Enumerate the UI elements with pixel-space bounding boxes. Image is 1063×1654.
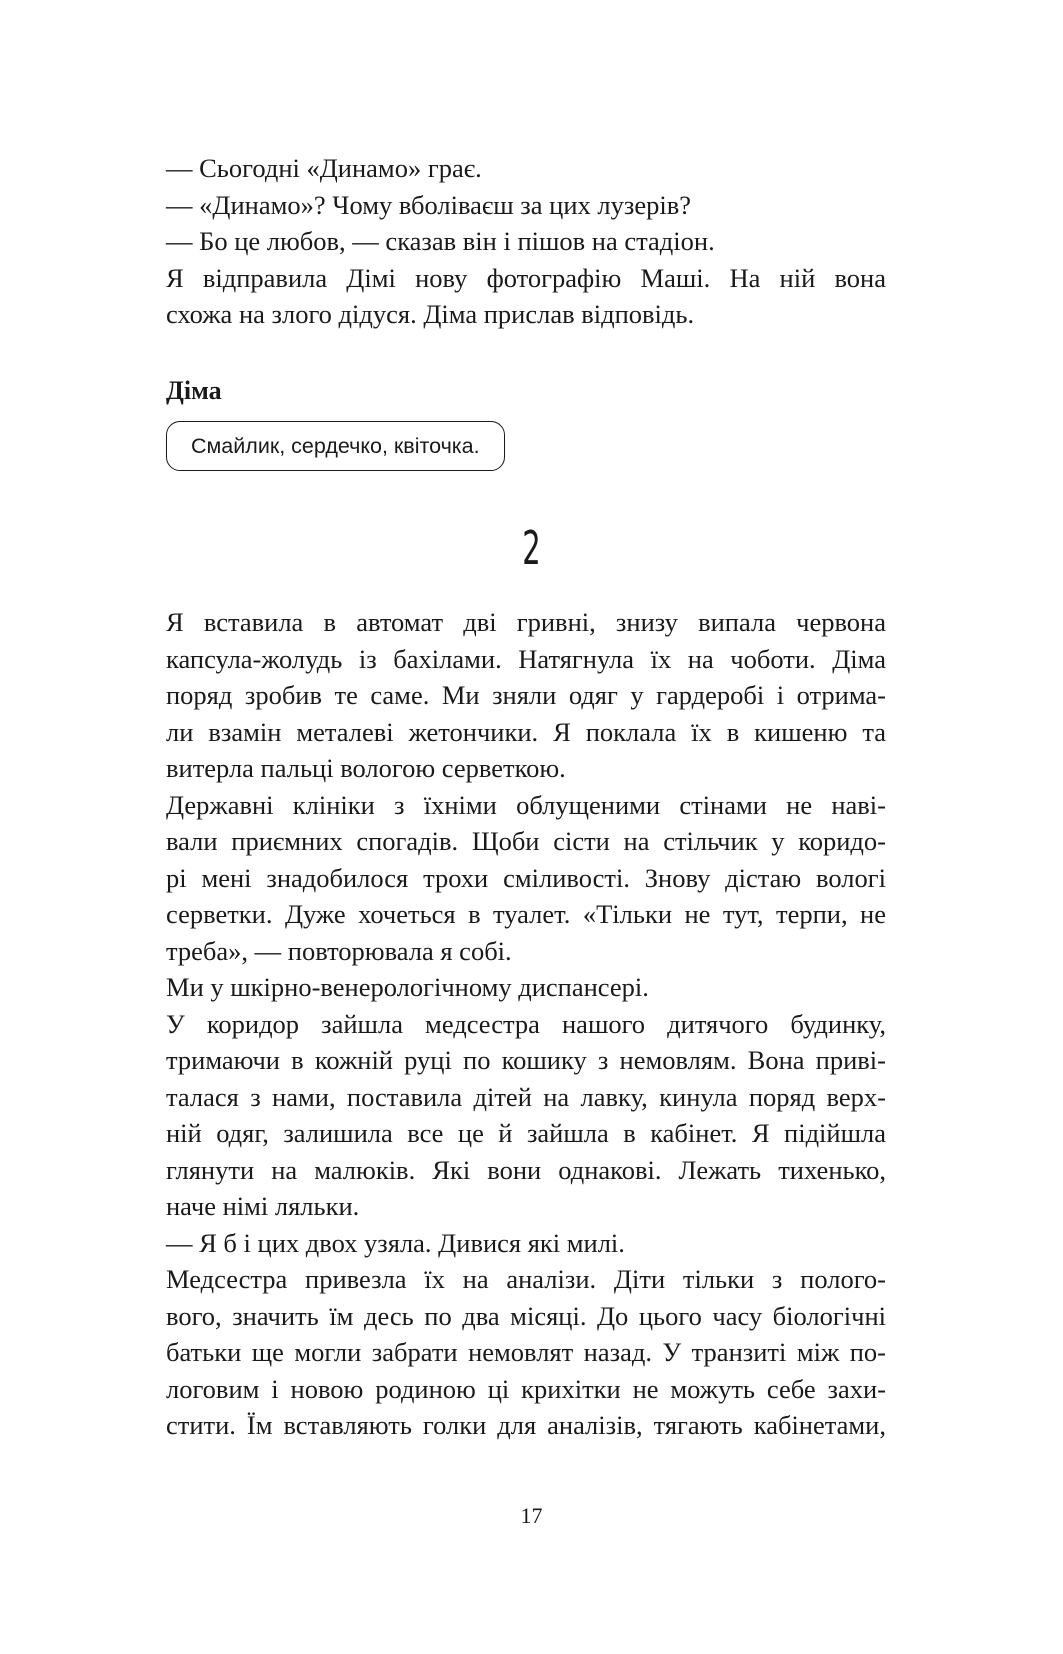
text-line: Ми у шкірно-венерологічному диспансері.	[166, 972, 649, 1002]
text-line: ній одяг, залишила все це й зайшла в кабінет. Я підійшла	[166, 1118, 886, 1148]
text-line: вали приємних спогадів. Щоби сісти на стільчик у коридо-	[166, 826, 886, 856]
text-line: вого, значить їм десь по два місяці. До цього часу біологічні	[166, 1300, 886, 1331]
chapter-body	[166, 604, 886, 1444]
chapter-number: 2	[522, 521, 541, 575]
dialog-line: — Бо це любов, — сказав він і пішов на стадіон.	[166, 226, 715, 256]
text-line: У коридор зайшла медсестра нашого дитячого будинку,	[166, 1008, 886, 1039]
text-line: поряд зробив те саме. Ми зняли одяг у гардеробі і отрима-	[166, 680, 886, 710]
dialog-line: — Сьогодні «Динамо» грає.	[166, 153, 482, 183]
text-line: Я вставила в автомат дві гривні, знизу випала червона	[166, 607, 886, 637]
text-line: Медсестра привезла їх на аналізи. Діти тільки з полого-	[166, 1264, 886, 1294]
text-line: талася з нами, поставила дітей на лавку, кинула поряд верх-	[166, 1081, 886, 1112]
text-line: — Я б і цих двох узяла. Дивися які милі.	[166, 1227, 625, 1258]
text-line: схожа на злого дідуся. Діма прислав відповідь.	[166, 299, 695, 329]
dialog-line: — «Динамо»? Чому вболіваєш за цих лузерів?	[166, 189, 691, 220]
text-line: батьки ще могли забрати немовлят назад. У транзиті між по-	[166, 1337, 886, 1367]
paragraph-block	[166, 260, 886, 333]
text-line: глянути на малюків. Які вони однакові. Лежать тихенько,	[166, 1154, 886, 1185]
chat-message-bubble: Смайлик, сердечко, квіточка.	[166, 421, 505, 471]
page-number: 17	[520, 1503, 543, 1528]
text-line: витерла пальці вологою серветкою.	[166, 753, 566, 783]
top-text-block	[166, 150, 886, 471]
text-line: Я відправила Дімі нову фотографію Маші. На ній вона	[166, 262, 886, 293]
text-line: стити. Їм вставляють голки для аналізів, тягають кабінетами,	[166, 1410, 886, 1440]
text-line: логовим і новою родиною ці крихітки не можуть себе захи-	[166, 1373, 886, 1404]
text-line: треба», — повторювала я собі.	[166, 935, 512, 966]
chat-sender-name: Діма	[166, 375, 222, 405]
dialog-block	[166, 150, 886, 260]
text-line: рі мені знадобилося трохи сміливості. Знову дістаю вологі	[166, 862, 886, 893]
text-line: ли взамін металеві жетончики. Я поклала їх в кишеню та	[166, 716, 886, 747]
text-line: серветки. Дуже хочеться в туалет. «Тільки не тут, терпи, не	[166, 899, 886, 929]
text-line: тримаючи в кожній руці по кошику з немовлям. Вона приві-	[166, 1045, 886, 1075]
text-line: наче німі ляльки.	[166, 1191, 360, 1221]
text-line: капсула-жолудь із бахілами. Натягнула їх на чоботи. Діма	[166, 643, 886, 674]
text-line: Державні клініки з їхніми облущеними стінами не наві-	[166, 789, 886, 820]
